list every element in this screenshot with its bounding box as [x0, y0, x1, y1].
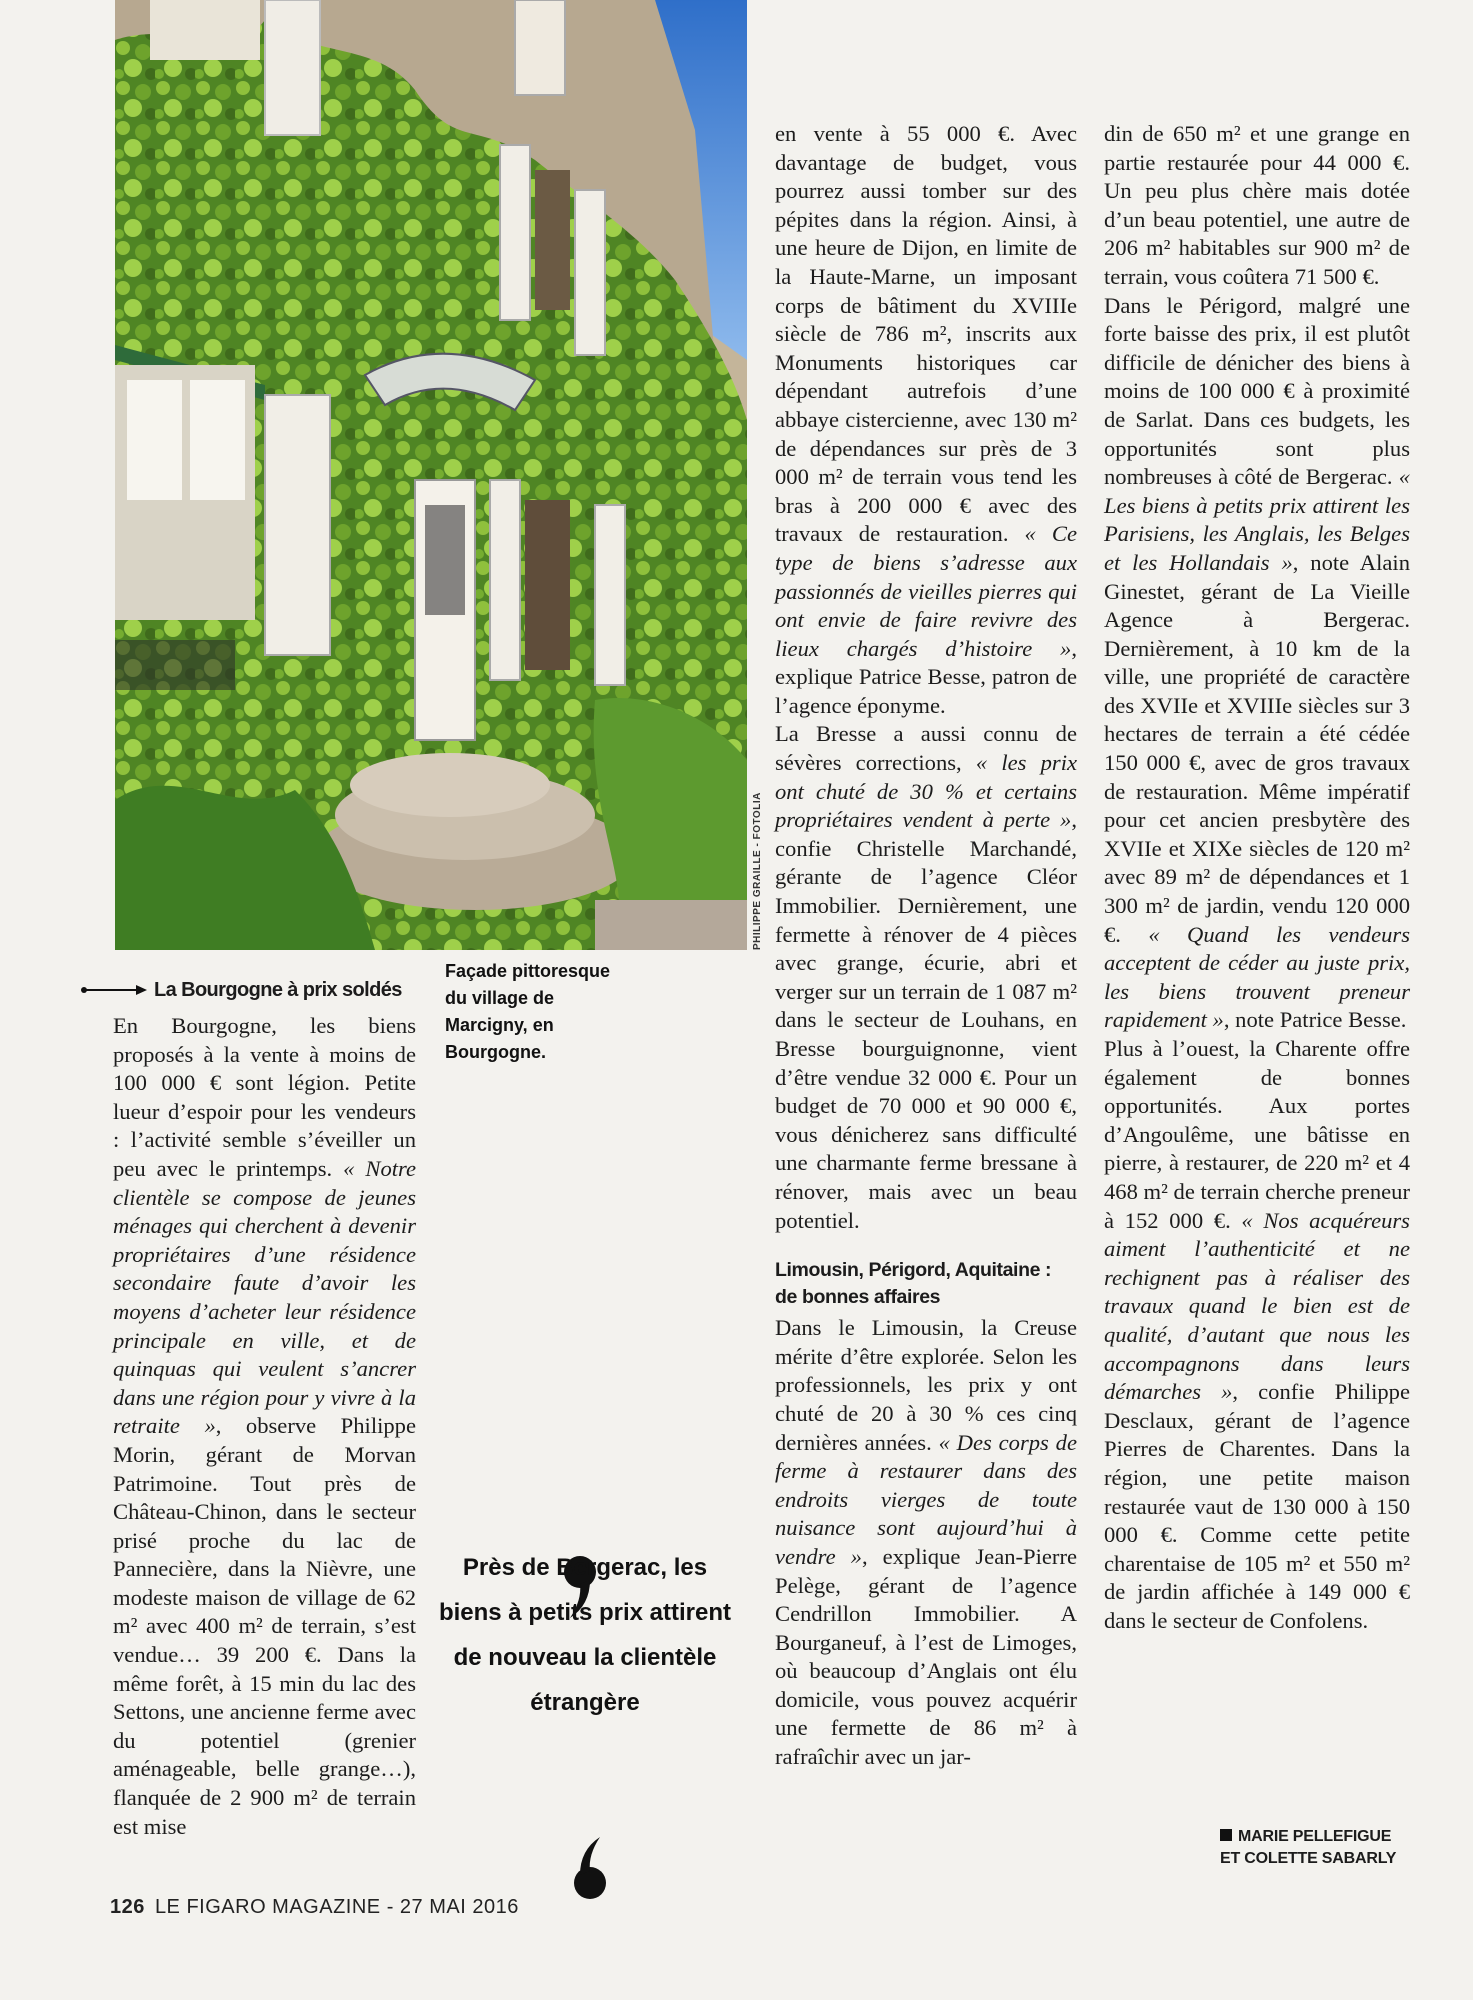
square-bullet-icon — [1220, 1829, 1232, 1841]
text-run: La Bresse a aussi connu de sévères corrections, — [775, 721, 1077, 776]
text-run: , confie Christelle Marchandé, gérante de l’agence Cléor Immobilier. Dernièrement, une fermette à rénover de 4 pièces avec grange, écurie, abri et verger sur un terrain de 1 087 m² dans le secteur de Louhans, en Bresse bourguignonne, vient d’être vendue 32 000 €. Pour un budget de 70 000 et 90 000 €, vous dénicherez sans difficulté une charmante ferme bressane à rénover, mais avec un beau potentiel. — [775, 807, 1077, 1233]
quote-run: « Notre clientèle se compose de jeunes ménages qui cherchent à devenir propriétaires d’une résidence secondaire faute d’avoir les moyens d’acheter leur résidence principale en ville, et de quinquas qui veulent s’ancrer dans une région pour y vivre à la retraite » — [113, 1155, 416, 1439]
quote-run: « Nos acquéreurs aiment l’authenticité et ne rechignent pas à réaliser des travaux quand le bien est de qualité, d’autant que nous les accompagnons dans leurs démarches » — [1104, 1207, 1410, 1405]
quote-run: « Quand les vendeurs acceptent de céder au juste prix, les biens trouvent preneur rapidement » — [1104, 921, 1410, 1033]
paragraph — [113, 1012, 416, 1841]
arrow-icon — [80, 979, 148, 1002]
paragraph — [1104, 292, 1410, 1035]
text-run: , observe Philippe Morin, gérant de Morvan Patrimoine. Tout près de Château-Chinon, dans le secteur prisé proche du lac de Pannecière, dans la Nièvre, une modeste maison de village de 62 m² avec 400 m² de terrain, s’est vendue… 39 200 €. Dans la même forêt, à 15 min du lac des Settons, une ancienne ferme avec du potentiel (grenier aménageable, belle grange…), flanquée de 2 900 m² de terrain est mise — [113, 1413, 416, 1839]
article-column-2 — [775, 120, 1077, 1772]
text-run: , explique Jean-Pierre Pelège, gérant de l’agence Cendrillon Immobilier. A Bourganeuf, à l’est de Limoges, où beaucoup d’Anglais ont élu domicile, vous pouvez acquérir une fermette de 86 m² à rafraîchir avec un jar- — [775, 1543, 1077, 1770]
close-quote-icon — [570, 1815, 610, 1935]
ivy-facade-illustration — [115, 0, 747, 950]
paragraph — [775, 1314, 1077, 1772]
house-photo — [115, 0, 747, 950]
text-run: , note Patrice Besse. — [1223, 1007, 1407, 1033]
quote-run: « les prix ont chuté de 30 % et certains propriétaires vendent à perte » — [775, 750, 1077, 833]
page-footer — [110, 1896, 519, 1919]
text-run: , note Alain Ginestet, gérant de La Vieille Agence à Bergerac. Dernièrement, à 10 km de la ville, une propriété de caractère des XVIIe et XVIIIe siècles sur 3 hectares de terrain a été cédée 150 000 €, avec de gros travaux de restauration. Même impératif pour cet ancien presbytère des XVIIe et XIXe siècles de 120 m² avec 89 m² de dépendances et 1 300 m² de jardin, vendu 120 000 €. — [1104, 549, 1410, 947]
author-signature — [1220, 1826, 1410, 1870]
author-names: MARIE PELLEFIGUE ET COLETTE SABARLY — [1220, 1828, 1397, 1867]
page-number: 126 — [110, 1896, 145, 1918]
photo-caption: Façade pittoresque du village de Marcigny, en Bourgogne. — [445, 961, 611, 1062]
text-run: Dans le Limousin, la Creuse mérite d’être explorée. Selon les professionnels, les prix y ont chuté de 20 à 30 % ces cinq dernières années. — [775, 1315, 1077, 1455]
text-run: , confie Philippe Desclaux, gérant de l’agence Pierres de Charentes. Dans la région, une petite maison restaurée vaut de 130 000 à 150 000 €. Comme cette petite charentaise de 105 m² et 550 m² de jardin affichée à 149 000 € dans le secteur de Confolens. — [1104, 1379, 1410, 1633]
text-run: En Bourgogne, les biens proposés à la vente à moins de 100 000 € sont légion. Petite lueur d’espoir pour les vendeurs : l’activité semble s’éveiller un peu avec le printemps. — [113, 1013, 416, 1181]
section-heading-text: La Bourgogne à prix soldés — [154, 979, 402, 1001]
pull-quote: Près de Bergerac, les biens à petits prix attirent de nouveau la clientèle étrangère — [438, 1554, 732, 1716]
photo-credit: PHILIPPE GRAILLE - FOTOLIA — [752, 792, 763, 950]
paragraph — [1104, 1035, 1410, 1635]
quote-run: « Les biens à petits prix attirent les Parisiens, les Anglais, les Belges et les Hollandais » — [1104, 464, 1410, 575]
section-heading — [80, 979, 430, 1002]
paragraph: din de 650 m² et une grange en partie restaurée pour 44 000 €. Un peu plus chère mais dotée d’un beau potentiel, une autre de 206 m² habitables sur 900 m² de terrain, vous coûtera 71 500 €. — [1104, 121, 1410, 289]
text-run: Plus à l’ouest, la Charente offre également de bonnes opportunités. Aux portes d’Angoulême, une bâtisse en pierre, à restaurer, de 220 m² et 4 468 m² de terrain cherche preneur à 152 000 €. — [1104, 1036, 1410, 1233]
text-run: Dans le Périgord, malgré une forte baisse des prix, il est plutôt difficile de dénicher des biens à moins de 100 000 € à proximité de Sarlat. Dans ces budgets, les opportunités sont plus nombreuses à côté de Bergerac. — [1104, 292, 1410, 490]
article-column-1 — [113, 1012, 416, 1841]
quote-run: « Ce type de biens s’adresse aux passionnés de vieilles pierres qui ont envie de faire revivre des lieux chargés d’histoire » — [775, 521, 1077, 661]
paragraph — [775, 720, 1077, 1235]
article-column-3 — [1104, 120, 1410, 1635]
publication-line: LE FIGARO MAGAZINE - 27 MAI 2016 — [154, 1896, 519, 1918]
paragraph — [775, 120, 1077, 720]
quote-run: « Des corps de ferme à restaurer dans des endroits vierges de toute nuisance sont aujourd’hui à vendre » — [775, 1429, 1077, 1569]
text-run: , explique Patrice Besse, patron de l’agence éponyme. — [775, 635, 1077, 718]
text-run: en vente à 55 000 €. Avec davantage de budget, vous pourrez aussi tomber sur des pépites dans la région. Ainsi, à une heure de Dijon, en limite de la Haute-Marne, un imposant corps de bâtiment du XVIIIe siècle de 786 m², inscrits aux Monuments historiques car dépendant autrefois d’une abbaye cistercienne, avec 130 m² de dépendances sur près de 3 000 m² de terrain vous tend les bras à 200 000 € avec des travaux de restauration. — [775, 121, 1077, 547]
subheading: Limousin, Périgord, Aquitaine : de bonnes affaires — [775, 1259, 1052, 1309]
